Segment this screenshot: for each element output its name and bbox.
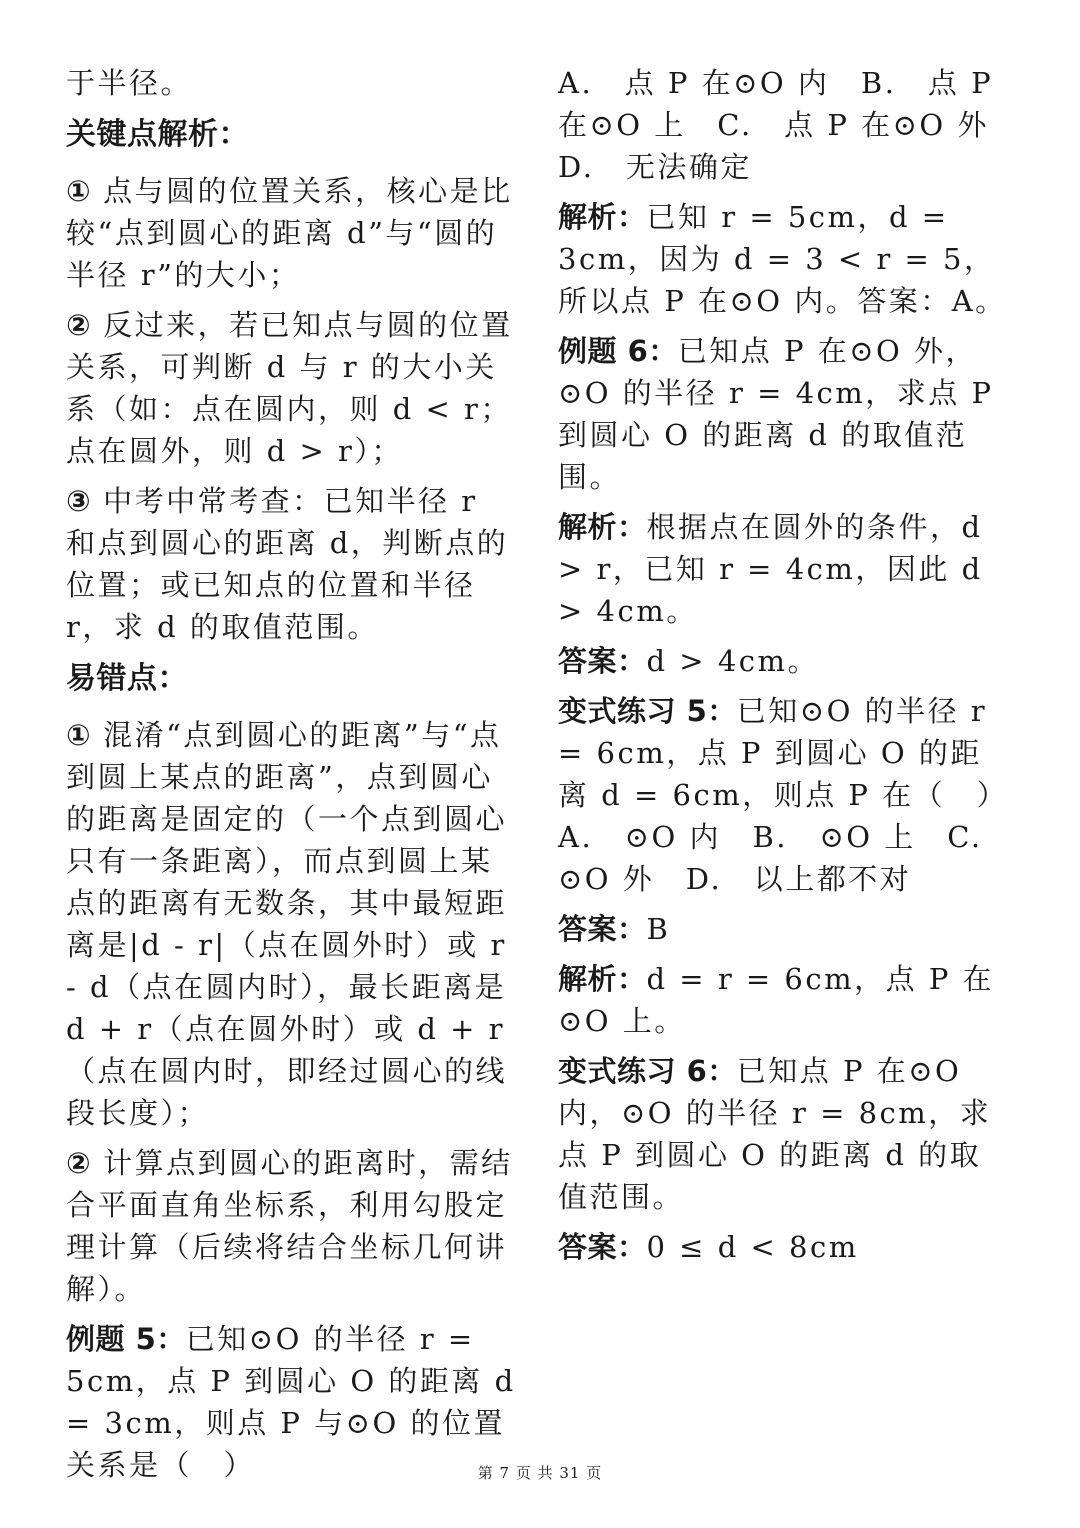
example-6-answer (558, 640, 1010, 682)
mistake-1 (66, 714, 516, 1134)
mistake-2 (66, 1142, 516, 1310)
key-point-1 (66, 170, 516, 296)
variant-5-analysis (558, 958, 1010, 1042)
analysis-text: d = r = 6cm，点 P 在⊙O 上。 (558, 962, 995, 1038)
right-column (558, 62, 1021, 1276)
number-marker: ③ (66, 484, 94, 518)
variant-6-label: 变式练习 6： (558, 1054, 737, 1088)
example-5-options: A. 点 P 在⊙O 内 B. 点 P 在⊙O 上 C. 点 P 在⊙O 外 D. 无法确定 (558, 66, 1021, 184)
key-point-2 (66, 304, 516, 472)
variant-6-text: 已知点 P 在⊙O 内，⊙O 的半径 r = 8cm，求点 P 到圆心 O 的距离 d 的取值范围。 (558, 1054, 992, 1214)
example-6-analysis (558, 506, 1010, 632)
variant-6 (558, 1050, 1010, 1218)
example-6 (558, 330, 1010, 498)
variant-6-answer (558, 1226, 1010, 1268)
mistake-text: 混淆“点到圆心的距离”与“点到圆上某点的距离”，点到圆心的距离是固定的（一个点到圆心只有一条距离），而点到圆上某点的距离有无数条，其中最短距离是|d - r|（点在圆外时）或 r - d（点在圆内时），最长距离是 d + r（点在圆外时）或 d + r（点在圆内时，即经过圆心的线段长度）； (66, 718, 508, 1130)
answer-label: 答案： (558, 644, 647, 678)
mistake-text: 计算点到圆心的距离时，需结合平面直角坐标系，利用勾股定理计算（后续将结合坐标几何讲解）。 (66, 1146, 513, 1306)
example-5 (66, 1318, 516, 1486)
answer-label: 答案： (558, 1230, 647, 1264)
analysis-label: 解析： (558, 510, 647, 544)
intro-text: 于半径。 (66, 66, 193, 100)
variant-5 (558, 690, 1010, 816)
answer-label: 答案： (558, 912, 647, 946)
answer-text: 0 ≤ d < 8cm (646, 1230, 859, 1264)
number-marker: ② (66, 1146, 94, 1180)
key-point-text: 反过来，若已知点与圆的位置关系，可判断 d 与 r 的大小关系（如：点在圆内，则 d < r；点在圆外，则 d > r）； (66, 308, 513, 468)
number-marker: ② (66, 308, 94, 342)
example-6-text: 已知点 P 在⊙O 外，⊙O 的半径 r = 4cm，求点 P 到圆心 O 的距离 d 的取值范围。 (558, 334, 994, 494)
page-number: 第 7 页 共 31 页 (477, 1464, 603, 1482)
analysis-label: 解析： (558, 200, 647, 234)
variant-5-text: 已知⊙O 的半径 r = 6cm，点 P 到圆心 O 的距离 d = 6cm，则点 P 在（ ） (558, 694, 1009, 812)
example-5-text: 已知⊙O 的半径 r = 5cm，点 P 到圆心 O 的距离 d = 3cm，则点 P 与⊙O 的位置关系是（ ） (66, 1322, 516, 1482)
answer-text: d > 4cm。 (646, 644, 820, 678)
analysis-text: 根据点在圆外的条件，d > r，已知 r = 4cm，因此 d > 4cm。 (558, 510, 983, 628)
mistakes-heading: 易错点： (66, 661, 188, 696)
example-5-label: 例题 5： (66, 1322, 186, 1356)
variant-5-label: 变式练习 5： (558, 694, 737, 728)
key-point-text: 点与圆的位置关系，核心是比较“点到圆心的距离 d”与“圆的半径 r”的大小； (66, 174, 513, 292)
answer-text: B (646, 912, 671, 946)
variant-5-answer (558, 908, 1010, 950)
analysis-label: 解析： (558, 962, 647, 996)
number-marker: ① (66, 174, 94, 208)
key-point-3 (66, 480, 516, 648)
example-6-label: 例题 6： (558, 334, 678, 368)
analysis-text: 已知 r = 5cm，d = 3cm，因为 d = 3 < r = 5，所以点 P 在⊙O 内。答案：A。 (558, 200, 1007, 318)
left-column (66, 62, 516, 1486)
number-marker: ① (66, 718, 94, 752)
example-5-analysis (558, 196, 1010, 322)
key-point-text: 中考中常考查：已知半径 r 和点到圆心的距离 d，判断点的位置；或已知点的位置和半径 r，求 d 的取值范围。 (66, 484, 509, 644)
key-points-heading: 关键点解析： (66, 117, 249, 152)
variant-5-options: A. ⊙O 内 B. ⊙O 上 C. ⊙O 外 D. 以上都不对 (558, 820, 1015, 896)
